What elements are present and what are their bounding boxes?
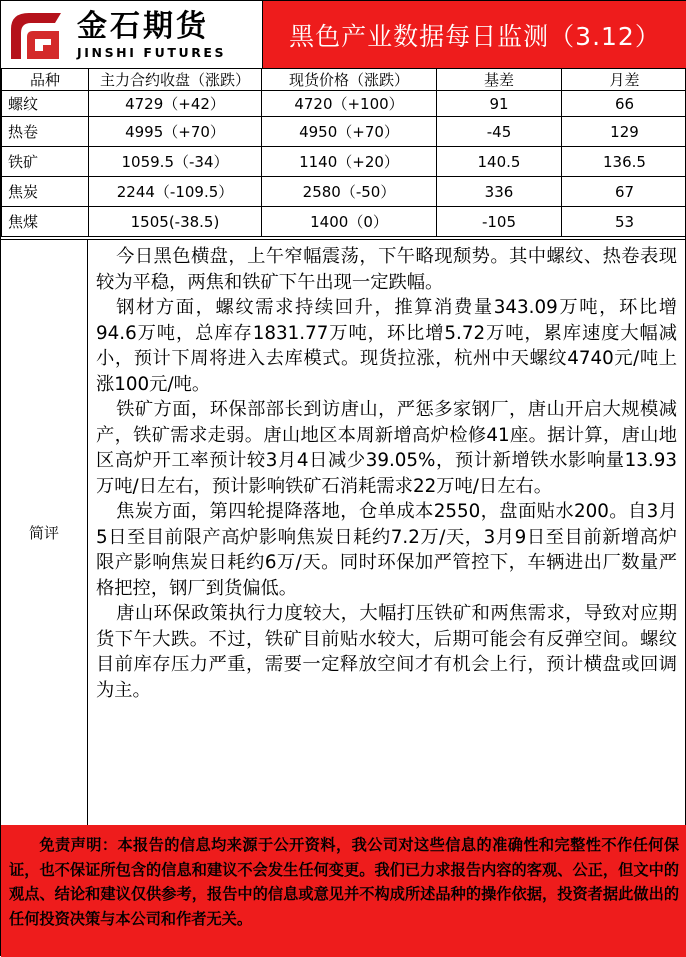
basis-cell: -105 [437, 207, 562, 237]
report-header [1, 1, 686, 68]
spread-cell: 129 [562, 117, 686, 147]
spot-cell: 2580（-50） [262, 177, 437, 207]
basis-cell: 336 [437, 177, 562, 207]
spread-cell: 67 [562, 177, 686, 207]
variety-cell: 螺纹 [2, 91, 89, 117]
market-data-table [1, 68, 686, 237]
commentary-paragraph-coke: 焦炭方面，第四轮提降落地，仓单成本2550，盘面贴水200。自3月5日至目前限产高炉影响焦炭日耗约7.2万/天，3月9日至目前新增高炉限产影响焦炭日耗约6万/天。同时环保加严管控下，车辆进出厂数量严格把控，钢厂到货偏低。 [96, 499, 677, 601]
variety-cell: 焦炭 [2, 177, 89, 207]
title-banner [263, 1, 686, 68]
column-header-close: 主力合约收盘（涨跌） [89, 69, 262, 91]
commentary-paragraph-conclusion: 唐山环保政策执行力度较大，大幅打压铁矿和两焦需求，导致对应期货下午大跌。不过，铁矿目前贴水较大，后期可能会有反弹空间。螺纹目前库存压力严重，需要一定释放空间才有机会上行，预计横盘或回调为主。 [96, 601, 677, 703]
close-cell: 4729（+42） [89, 91, 262, 117]
variety-cell: 焦煤 [2, 207, 89, 237]
close-cell: 1505(-38.5) [89, 207, 262, 237]
commentary-paragraph-steel: 钢材方面，螺纹需求持续回升，推算消费量343.09万吨，环比增94.6万吨，总库存1831.77万吨，环比增5.72万吨，累库速度大幅减小，预计下周将进入去库模式。现货拉涨，杭州中天螺纹4740元/吨上涨100元/吨。 [96, 295, 677, 397]
commentary-paragraph-iron-ore: 铁矿方面，环保部部长到访唐山，严惩多家钢厂，唐山开启大规模减产，铁矿需求走弱。唐山地区本周新增高炉检修41座。据计算，唐山地区高炉开工率预计较3月4日减少39.05%，预计新增铁水影响量13.93万吨/日左右，预计影响铁矿石消耗需求22万吨/日左右。 [96, 397, 677, 499]
company-logo [1, 1, 263, 68]
table-row [2, 117, 686, 147]
table-row [2, 207, 686, 237]
jinshi-logo-mark-icon [1, 1, 71, 68]
close-cell: 1059.5（-34） [89, 147, 262, 177]
spread-cell: 66 [562, 91, 686, 117]
spread-cell: 53 [562, 207, 686, 237]
column-header-variety: 品种 [2, 69, 89, 91]
basis-cell: 91 [437, 91, 562, 117]
table-row [2, 91, 686, 117]
spot-cell: 4950（+70） [262, 117, 437, 147]
spot-cell: 1400（0） [262, 207, 437, 237]
variety-cell: 热卷 [2, 117, 89, 147]
table-row [2, 177, 686, 207]
column-header-spread: 月差 [562, 69, 686, 91]
disclaimer-text: 免责声明：本报告的信息均来源于公开资料，我公司对这些信息的准确性和完整性不作任何保证，也不保证所包含的信息和建议不会发生任何变更。我们已力求报告内容的客观、公正，但文中的观点、结论和建议仅供参考，报告中的信息或意见并不构成所述品种的操作依据，投资者据此做出的任何投资决策与本公司和作者无关。 [9, 833, 679, 931]
table-row [2, 147, 686, 177]
disclaimer-section [1, 825, 686, 957]
column-header-basis: 基差 [437, 69, 562, 91]
close-cell: 2244（-109.5） [89, 177, 262, 207]
column-header-spot: 现货价格（涨跌） [262, 69, 437, 91]
logo-chinese-name: 金石期货 [77, 9, 226, 45]
logo-english-name: JINSHI FUTURES [77, 45, 226, 61]
commentary-label: 简评 [1, 240, 88, 825]
basis-cell: 140.5 [437, 147, 562, 177]
basis-cell: -45 [437, 117, 562, 147]
report-title: 黑色产业数据每日监测（3.12） [289, 17, 661, 53]
spot-cell: 1140（+20） [262, 147, 437, 177]
spread-cell: 136.5 [562, 147, 686, 177]
variety-cell: 铁矿 [2, 147, 89, 177]
table-header-row [2, 69, 686, 91]
close-cell: 4995（+70） [89, 117, 262, 147]
commentary-paragraph-overview: 今日黑色横盘，上午窄幅震荡，下午略现颓势。其中螺纹、热卷表现较为平稳，两焦和铁矿下午出现一定跌幅。 [96, 244, 677, 295]
spot-cell: 4720（+100） [262, 91, 437, 117]
commentary-body [88, 240, 686, 825]
commentary-section [1, 239, 686, 825]
